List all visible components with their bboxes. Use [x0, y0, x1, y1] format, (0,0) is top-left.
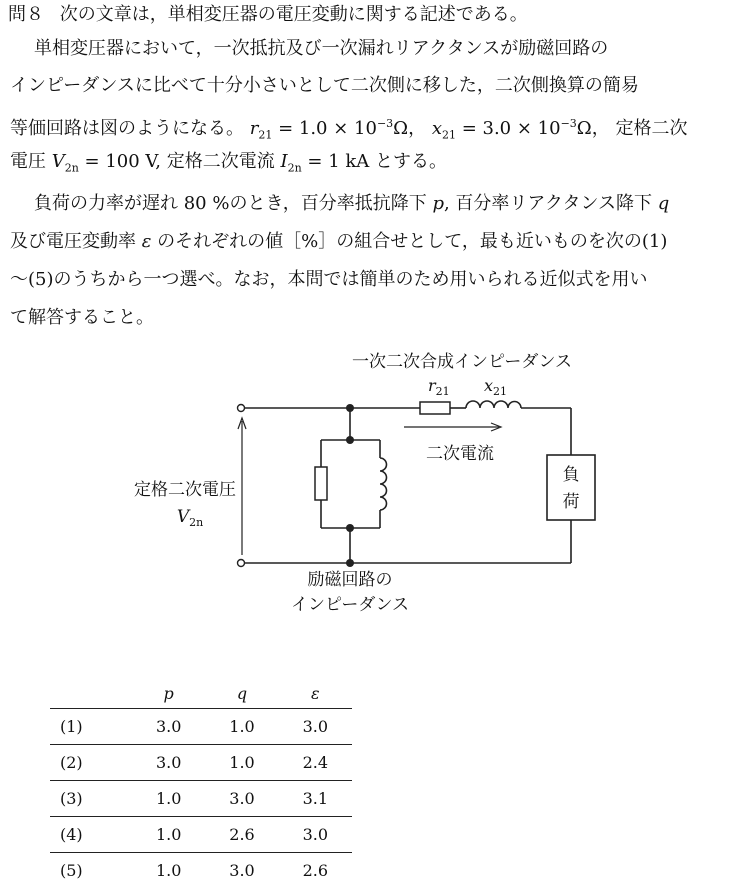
choice-epsilon: 3.1	[279, 781, 352, 817]
node-bottom-junction	[346, 559, 354, 567]
choice-epsilon: 2.6	[302, 861, 329, 880]
excitation-label-1: 励磁回路の	[307, 570, 393, 590]
choice-number: (1)	[50, 709, 132, 745]
circuit-wires	[244, 408, 571, 563]
equivalent-circuit-diagram	[0, 345, 752, 625]
answer-choices-table	[50, 678, 352, 888]
bottom-terminal	[238, 560, 245, 567]
table-row[interactable]	[50, 853, 352, 889]
table-row[interactable]	[50, 817, 352, 853]
choice-q: 1.0	[205, 745, 278, 781]
choice-q: 3.0	[205, 781, 278, 817]
node-branch-bottom	[346, 524, 354, 532]
paragraph-2-line-2: 及び電圧変動率 ε のそれぞれの値［%］の組合せとして，最も近いものを次の(1)	[10, 231, 668, 252]
x21-diagram-label: $x_{21}$	[484, 376, 508, 398]
paragraph-2-line-4: て解答すること。	[10, 307, 154, 328]
voltage-arrow	[238, 418, 246, 555]
header-q: q	[205, 678, 278, 709]
table-row[interactable]	[50, 781, 352, 817]
r21-resistor	[420, 402, 450, 414]
table-row[interactable]	[50, 745, 352, 781]
choice-number: (5)	[60, 861, 83, 880]
header-p: p	[132, 678, 205, 709]
paragraph-1-line-4: 電圧 $V_{2n} = 100$ V, 定格二次電流 $I_{2n} = 1$ kA とする。	[10, 151, 447, 175]
epsilon-symbol: ε	[141, 231, 152, 252]
secondary-current-label: 二次電流	[426, 444, 494, 464]
x21-inductor	[466, 401, 521, 408]
paragraph-1-line-3: 等価回路は図のようになる。 $r_{21} = 1.0 \times 10^{-3}\Omega$， $x_{21} = 3.0 \times 10^{-3}\Omega$， 定格二次	[10, 117, 688, 142]
r21-symbol: r	[249, 118, 259, 139]
choice-p: 1.0	[155, 861, 182, 880]
rated-voltage-label: 定格二次電圧	[134, 480, 236, 500]
i2n-symbol: I	[280, 151, 288, 172]
table-row[interactable]	[50, 709, 352, 745]
v2n-diagram-label: $V_{2n}$	[176, 507, 204, 529]
node-top-junction	[346, 404, 354, 412]
choice-q: 1.0	[205, 709, 278, 745]
choice-p: 1.0	[132, 781, 205, 817]
node-branch-top	[346, 436, 354, 444]
paragraph-2-line-1: 負荷の力率が遅れ 80 %のとき，百分率抵抗降下 p, 百分率リアクタンス降下 q	[34, 193, 670, 214]
x21-value: = 3.0 × 10	[455, 118, 561, 139]
combined-impedance-label: 一次二次合成インピーダンス	[352, 352, 572, 372]
question-intro: 次の文章は，単相変圧器の電圧変動に関する記述である。	[59, 4, 528, 25]
p-symbol: p	[432, 193, 444, 214]
choice-number: (4)	[50, 817, 132, 853]
load-label-2: 荷	[562, 492, 580, 512]
r21-value: = 1.0 × 10	[272, 118, 377, 139]
choice-epsilon: 3.0	[279, 709, 352, 745]
load-label-1: 負	[562, 465, 580, 485]
x21-symbol: x	[431, 118, 442, 139]
choice-p: 3.0	[132, 745, 205, 781]
question-heading	[8, 0, 752, 32]
top-terminal	[238, 405, 245, 412]
choice-number: (3)	[50, 781, 132, 817]
question-number: 問８	[8, 4, 44, 25]
secondary-current-arrow	[404, 423, 501, 431]
q-symbol: q	[657, 193, 670, 214]
choice-p: 3.0	[132, 709, 205, 745]
choice-p: 1.0	[132, 817, 205, 853]
paragraph-2-line-3: ～(5)のうちから一つ選べ。なお，本問では簡単のため用いられる近似式を用い	[10, 269, 648, 290]
excitation-resistor	[315, 467, 327, 500]
choice-q: 2.6	[205, 817, 278, 853]
choice-epsilon: 2.4	[279, 745, 352, 781]
paragraph-1-line-2: インピーダンスに比べて十分小さいとして二次側に移した，二次側換算の簡易	[10, 75, 639, 96]
v2n-symbol: V	[51, 151, 65, 172]
choice-number: (2)	[50, 745, 132, 781]
choice-q: 3.0	[229, 861, 255, 880]
r21-diagram-label: $r_{21}$	[428, 376, 450, 398]
choice-epsilon: 3.0	[279, 817, 352, 853]
excitation-inductor	[380, 458, 387, 510]
table-header-row	[50, 678, 352, 709]
paragraph-1-line-1: 単相変圧器において，一次抵抗及び一次漏れリアクタンスが励磁回路の	[34, 38, 609, 59]
excitation-label-2: インピーダンス	[291, 595, 409, 615]
header-epsilon: ε	[279, 678, 352, 709]
